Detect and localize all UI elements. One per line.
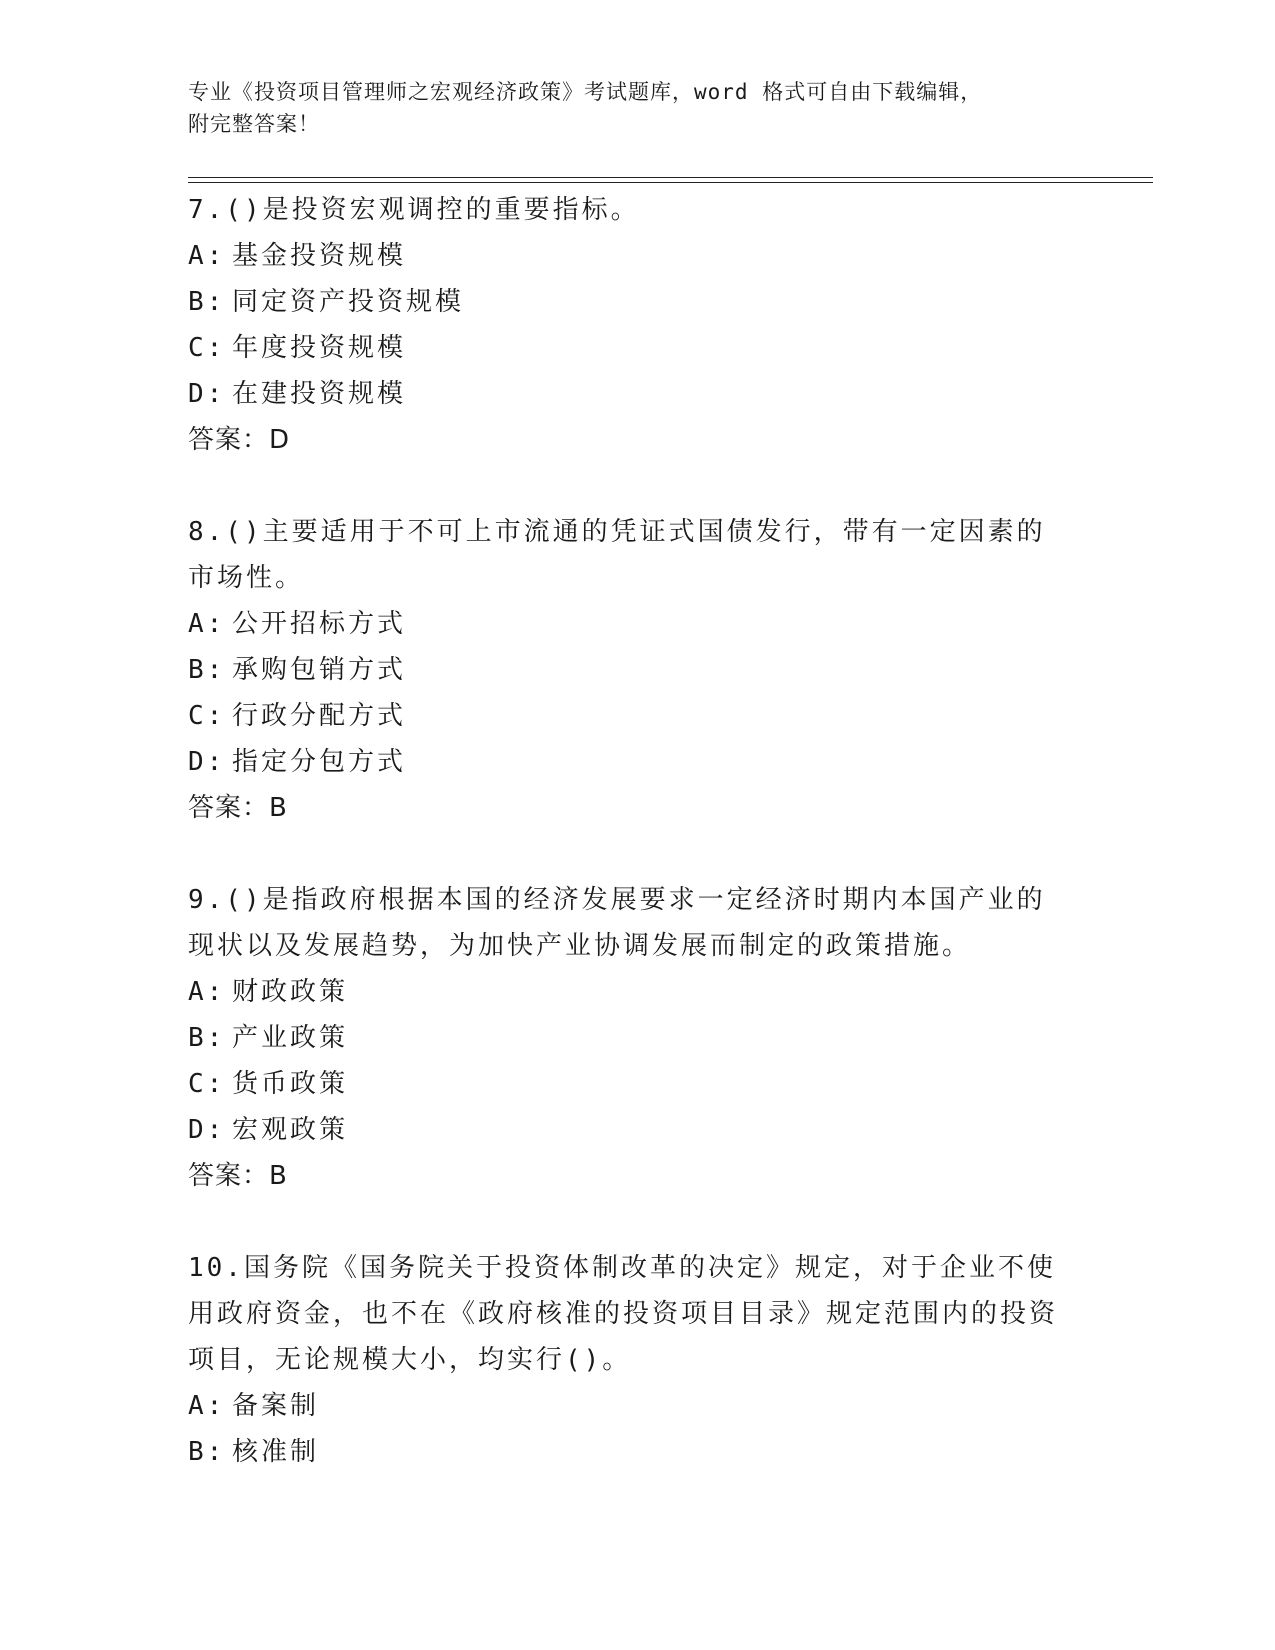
option-text: 在建投资规模 [232,379,407,409]
option-letter: A: [188,1391,226,1421]
option-letter: A: [188,977,226,1007]
option-text: 核准制 [232,1437,320,1467]
question-10 [188,1245,1068,1475]
header-divider-top [188,177,1153,178]
option-letter: D: [188,747,226,777]
option-letter: C: [188,333,226,363]
question-9 [188,877,1068,1199]
option-b [188,647,1068,693]
intro-line-1: 专业《投资项目管理师之宏观经济政策》考试题库，word 格式可自由下载编辑， [188,80,983,104]
option-text: 行政分配方式 [232,701,407,731]
option-letter: B: [188,655,226,685]
option-text: 基金投资规模 [232,241,407,271]
question-text: 8.()主要适用于不可上市流通的凭证式国债发行，带有一定因素的市场性。 [188,517,1046,593]
question-text: 10.国务院《国务院关于投资体制改革的决定》规定，对于企业不使用政府资金，也不在《政府核准的投资项目目录》规定范围内的投资项目，无论规模大小，均实行()。 [188,1253,1059,1375]
option-letter: A: [188,609,226,639]
option-text: 指定分包方式 [232,747,407,777]
option-a [188,601,1068,647]
question-7 [188,187,1068,463]
option-d [188,739,1068,785]
option-c [188,1061,1068,1107]
option-b [188,1429,1068,1475]
option-letter: B: [188,1437,226,1467]
option-text: 同定资产投资规模 [232,287,465,317]
option-b [188,279,1068,325]
question-8 [188,509,1068,831]
question-list [188,187,1068,1521]
option-d [188,371,1068,417]
option-letter: C: [188,701,226,731]
option-text: 货币政策 [232,1069,349,1099]
option-d [188,1107,1068,1153]
option-c [188,325,1068,371]
question-text: 9.()是指政府根据本国的经济发展要求一定经济时期内本国产业的现状以及发展趋势，为加快产业协调发展而制定的政策措施。 [188,885,1046,961]
option-text: 备案制 [232,1391,320,1421]
option-a [188,969,1068,1015]
intro-line-2: 附完整答案！ [188,112,320,136]
option-c [188,693,1068,739]
header-divider-bottom [188,182,1153,183]
option-text: 年度投资规模 [232,333,407,363]
option-text: 宏观政策 [232,1115,349,1145]
option-letter: C: [188,1069,226,1099]
answer-line: 答案：B [188,793,288,823]
question-text: 7.()是投资宏观调控的重要指标。 [188,195,640,225]
option-letter: D: [188,379,226,409]
option-text: 财政政策 [232,977,349,1007]
option-a [188,233,1068,279]
answer-line: 答案：B [188,1161,288,1191]
option-letter: A: [188,241,226,271]
option-b [188,1015,1068,1061]
option-letter: B: [188,287,226,317]
document-intro [188,76,1068,140]
option-text: 承购包销方式 [232,655,407,685]
option-letter: D: [188,1115,226,1145]
option-letter: B: [188,1023,226,1053]
option-text: 公开招标方式 [232,609,407,639]
option-text: 产业政策 [232,1023,349,1053]
answer-line: 答案：D [188,425,291,455]
option-a [188,1383,1068,1429]
